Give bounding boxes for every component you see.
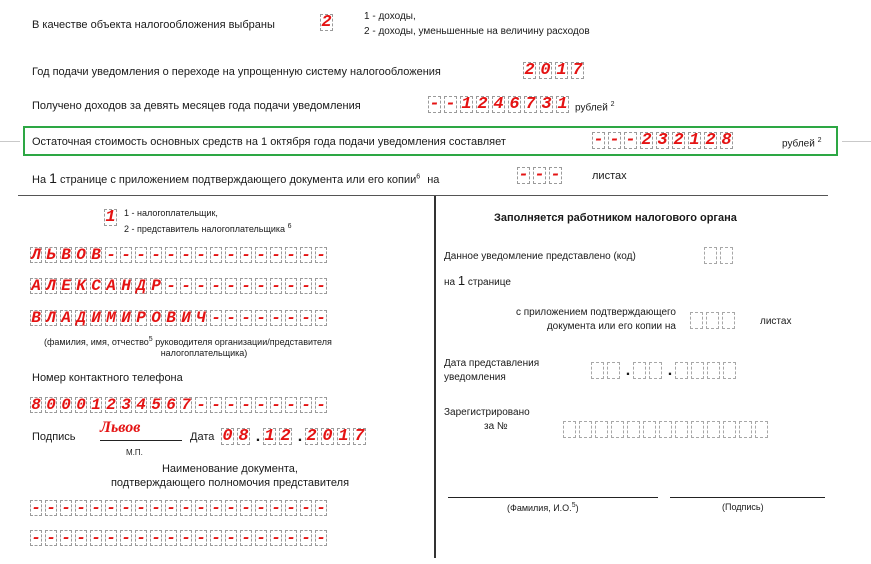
- cell: -: [429, 95, 440, 114]
- cell: -: [445, 95, 456, 114]
- signer-type-1: 1 - налогоплательщик,: [124, 208, 218, 218]
- cell: С: [91, 276, 101, 295]
- cell: -: [301, 308, 311, 327]
- cell: А: [106, 276, 116, 295]
- cell: -: [271, 276, 281, 295]
- cell: 2: [673, 131, 684, 150]
- cell: -: [136, 498, 146, 517]
- empty-cell: [649, 362, 662, 379]
- fio-signature-line: [448, 497, 658, 498]
- date-label: Дата: [190, 431, 215, 443]
- pages-cells: [517, 167, 565, 184]
- submitted-label: Данное уведомление представлено (код): [444, 251, 636, 262]
- cell: -: [286, 498, 296, 517]
- cell: Е: [61, 276, 71, 295]
- empty-cell: [691, 362, 704, 379]
- empty-cell: [627, 421, 640, 438]
- cell: -: [534, 166, 545, 185]
- section-divider-horizontal: [18, 195, 828, 196]
- cell: -: [31, 528, 41, 547]
- cell: Р: [136, 308, 146, 327]
- empty-cell: [659, 421, 672, 438]
- cell: О: [151, 308, 161, 327]
- empty-cell: [720, 247, 733, 264]
- cell: А: [31, 276, 41, 295]
- cell: 1: [338, 427, 349, 446]
- cell: 1: [557, 95, 568, 114]
- income-cells: [428, 96, 572, 113]
- cell: -: [91, 498, 101, 517]
- cell: -: [241, 395, 251, 414]
- date-fields: [221, 428, 369, 445]
- cell: -: [76, 498, 86, 517]
- registered-label: Зарегистрировано за №: [444, 407, 530, 432]
- cell: -: [286, 395, 296, 414]
- cell: -: [241, 498, 251, 517]
- cell: -: [211, 395, 221, 414]
- cell: -: [241, 276, 251, 295]
- date-separator-dot: .: [625, 362, 631, 379]
- cell: -: [211, 528, 221, 547]
- tax-object-option-2: 2 - доходы, уменьшенные на величину расходов: [364, 26, 590, 37]
- cell: -: [181, 528, 191, 547]
- cell: -: [301, 395, 311, 414]
- cell: -: [550, 166, 561, 185]
- submission-month: [633, 362, 665, 379]
- cell: -: [301, 528, 311, 547]
- year-label: Год подачи уведомления о переходе на упрощенную систему налогообложения: [32, 66, 441, 78]
- empty-cell: [722, 312, 735, 329]
- cell: -: [196, 528, 206, 547]
- cell: -: [301, 245, 311, 264]
- empty-cell: [633, 362, 646, 379]
- empty-cell: [707, 362, 720, 379]
- cell: В: [166, 308, 176, 327]
- cell: -: [181, 245, 191, 264]
- cell: Р: [151, 276, 161, 295]
- cell: -: [316, 276, 326, 295]
- cell: Л: [31, 245, 41, 264]
- cell: -: [593, 131, 604, 150]
- registration-number-cells: [563, 421, 771, 438]
- date-separator-dot: .: [297, 428, 303, 445]
- submission-day: [591, 362, 623, 379]
- cell: К: [76, 276, 86, 295]
- cell: В: [61, 245, 71, 264]
- cell: -: [301, 276, 311, 295]
- surname-cells: [30, 247, 330, 263]
- signature-label: Подпись: [32, 431, 76, 443]
- cell: А: [61, 308, 71, 327]
- date-separator-dot: .: [667, 362, 673, 379]
- cell: -: [61, 498, 71, 517]
- mp-label: М.П.: [126, 448, 143, 457]
- cell: 2: [524, 61, 535, 80]
- residual-unit: рублей $^2$: [782, 137, 822, 150]
- submitted-code-cells: [704, 247, 736, 264]
- cell: -: [286, 276, 296, 295]
- cell: -: [241, 308, 251, 327]
- attachment-label: с приложением подтверждающего документа или его копии на: [515, 307, 676, 332]
- cell: -: [241, 245, 251, 264]
- cell: -: [76, 528, 86, 547]
- right-marker-line: [842, 141, 871, 142]
- cell: И: [121, 308, 131, 327]
- cell: 3: [121, 395, 131, 414]
- cell: 8: [31, 395, 41, 414]
- empty-cell: [611, 421, 624, 438]
- cell: Н: [121, 276, 131, 295]
- residual-cells: [592, 132, 736, 149]
- cell: -: [31, 498, 41, 517]
- income-unit: рублей $^2$: [575, 101, 615, 114]
- tax-object-cells: [320, 14, 336, 31]
- cell: 8: [238, 427, 249, 446]
- cell: 0: [540, 61, 551, 80]
- signature-value: Львов: [100, 419, 141, 436]
- cell: В: [91, 245, 101, 264]
- cell: -: [301, 498, 311, 517]
- cell: -: [121, 528, 131, 547]
- empty-cell: [755, 421, 768, 438]
- cell: -: [256, 276, 266, 295]
- cell: -: [256, 395, 266, 414]
- cell: -: [256, 528, 266, 547]
- cell: -: [106, 528, 116, 547]
- cell: 3: [657, 131, 668, 150]
- cell: -: [196, 245, 206, 264]
- cell: 2: [321, 13, 332, 32]
- on-page-label: на 1 странице: [444, 273, 511, 288]
- empty-cell: [739, 421, 752, 438]
- cell: -: [166, 498, 176, 517]
- cell: -: [271, 498, 281, 517]
- cell: Ь: [46, 245, 56, 264]
- name-cells: [30, 278, 330, 294]
- cell: -: [271, 528, 281, 547]
- doc-name-row-1: [30, 500, 330, 516]
- cell: 7: [181, 395, 191, 414]
- cell: -: [316, 498, 326, 517]
- empty-cell: [690, 312, 703, 329]
- cell: -: [151, 245, 161, 264]
- empty-cell: [675, 421, 688, 438]
- cell: -: [609, 131, 620, 150]
- tax-office-title: Заполняется работником налогового органа: [494, 212, 737, 224]
- cell: Л: [46, 276, 56, 295]
- cell: -: [316, 245, 326, 264]
- left-marker-line: [0, 141, 20, 142]
- empty-cell: [707, 421, 720, 438]
- date-day: [221, 428, 253, 445]
- cell: -: [136, 528, 146, 547]
- cell: 3: [541, 95, 552, 114]
- signature-underline: [100, 440, 182, 441]
- cell: -: [121, 245, 131, 264]
- cell: -: [121, 498, 131, 517]
- cell: -: [61, 528, 71, 547]
- cell: -: [106, 245, 116, 264]
- cell: Л: [46, 308, 56, 327]
- cell: -: [211, 308, 221, 327]
- date-separator-dot: .: [255, 428, 261, 445]
- submission-year: [675, 362, 739, 379]
- year-cells: [523, 62, 587, 79]
- cell: -: [271, 308, 281, 327]
- empty-cell: [691, 421, 704, 438]
- cell: -: [226, 395, 236, 414]
- cell: 5: [151, 395, 161, 414]
- signature-caption-tax: (Подпись): [722, 502, 764, 512]
- cell: 1: [105, 208, 116, 227]
- empty-cell: [723, 421, 736, 438]
- phone-cells: [30, 397, 330, 413]
- tax-object-option-1: 1 - доходы,: [364, 11, 416, 22]
- empty-cell: [675, 362, 688, 379]
- cell: Д: [136, 276, 146, 295]
- cell: -: [256, 308, 266, 327]
- cell: -: [166, 245, 176, 264]
- cell: -: [316, 528, 326, 547]
- cell: -: [46, 528, 56, 547]
- cell: -: [151, 498, 161, 517]
- cell: -: [226, 245, 236, 264]
- cell: 1: [556, 61, 567, 80]
- cell: -: [256, 245, 266, 264]
- cell: -: [151, 528, 161, 547]
- cell: В: [31, 308, 41, 327]
- cell: 6: [166, 395, 176, 414]
- submission-date-fields: [591, 362, 739, 379]
- attachment-sheets-label: листах: [760, 316, 792, 327]
- cell: -: [166, 528, 176, 547]
- cell: 1: [461, 95, 472, 114]
- cell: -: [518, 166, 529, 185]
- cell: -: [196, 276, 206, 295]
- empty-cell: [706, 312, 719, 329]
- phone-label: Номер контактного телефона: [32, 372, 183, 384]
- cell: О: [76, 245, 86, 264]
- cell: -: [256, 498, 266, 517]
- cell: 1: [91, 395, 101, 414]
- cell: Д: [76, 308, 86, 327]
- cell: 0: [322, 427, 333, 446]
- cell: 2: [106, 395, 116, 414]
- empty-cell: [563, 421, 576, 438]
- empty-cell: [595, 421, 608, 438]
- cell: 7: [354, 427, 365, 446]
- empty-cell: [607, 362, 620, 379]
- attachment-sheets-cells: [690, 312, 738, 329]
- cell: -: [211, 498, 221, 517]
- cell: -: [286, 308, 296, 327]
- cell: 2: [477, 95, 488, 114]
- cell: -: [166, 276, 176, 295]
- cell: 2: [705, 131, 716, 150]
- doc-name-row-2: [30, 530, 330, 546]
- cell: 0: [61, 395, 71, 414]
- empty-cell: [643, 421, 656, 438]
- cell: 2: [306, 427, 317, 446]
- cell: -: [226, 276, 236, 295]
- cell: И: [91, 308, 101, 327]
- cell: -: [316, 308, 326, 327]
- patronymic-cells: [30, 310, 330, 326]
- cell: -: [211, 276, 221, 295]
- cell: -: [136, 245, 146, 264]
- cell: -: [286, 528, 296, 547]
- cell: 7: [572, 61, 583, 80]
- tax-object-label: В качестве объекта налогообложения выбраны: [32, 19, 275, 31]
- cell: -: [211, 245, 221, 264]
- fio-caption-tax: (Фамилия, И.О.$^5$): [507, 502, 579, 513]
- cell: -: [226, 308, 236, 327]
- cell: -: [181, 276, 191, 295]
- submission-date-label: Дата представления уведомления: [444, 358, 540, 383]
- cell: -: [226, 498, 236, 517]
- cell: -: [271, 245, 281, 264]
- cell: -: [241, 528, 251, 547]
- cell: 6: [509, 95, 520, 114]
- cell: 7: [525, 95, 536, 114]
- signer-type-cell: [104, 209, 120, 226]
- cell: -: [91, 528, 101, 547]
- cell: -: [196, 498, 206, 517]
- cell: -: [316, 395, 326, 414]
- cell: -: [625, 131, 636, 150]
- residual-label: Остаточная стоимость основных средств на 1 октября года подачи уведомления составляет: [32, 136, 506, 148]
- date-month: [263, 428, 295, 445]
- signature-line: [670, 497, 825, 498]
- cell: 1: [264, 427, 275, 446]
- cell: -: [106, 498, 116, 517]
- section-divider-vertical: [434, 196, 436, 558]
- fio-caption: (фамилия, имя, отчество$^5$ руководителя организации/представителя налогоплательщика): [44, 336, 332, 358]
- cell: -: [271, 395, 281, 414]
- signer-type-2: 2 - представитель налогоплательщика $^6$: [124, 223, 292, 234]
- empty-cell: [723, 362, 736, 379]
- cell: М: [106, 308, 116, 327]
- pages-label: На 1 странице с приложением подтверждающего документа или его копии$^6$ на: [32, 170, 440, 186]
- cell: 2: [280, 427, 291, 446]
- cell: Ч: [196, 308, 206, 327]
- cell: 0: [46, 395, 56, 414]
- cell: 8: [721, 131, 732, 150]
- pages-suffix: листах: [592, 170, 627, 182]
- cell: 2: [641, 131, 652, 150]
- cell: -: [286, 245, 296, 264]
- cell: -: [226, 528, 236, 547]
- empty-cell: [704, 247, 717, 264]
- doc-title: Наименование документа, подтверждающего полномочия представителя: [110, 463, 350, 489]
- cell: -: [181, 498, 191, 517]
- income-label: Получено доходов за девять месяцев года подачи уведомления: [32, 100, 361, 112]
- cell: 4: [493, 95, 504, 114]
- cell: -: [46, 498, 56, 517]
- empty-cell: [591, 362, 604, 379]
- cell: 4: [136, 395, 146, 414]
- date-year: [305, 428, 369, 445]
- cell: И: [181, 308, 191, 327]
- cell: 1: [689, 131, 700, 150]
- cell: -: [196, 395, 206, 414]
- cell: 0: [76, 395, 86, 414]
- cell: 0: [222, 427, 233, 446]
- empty-cell: [579, 421, 592, 438]
